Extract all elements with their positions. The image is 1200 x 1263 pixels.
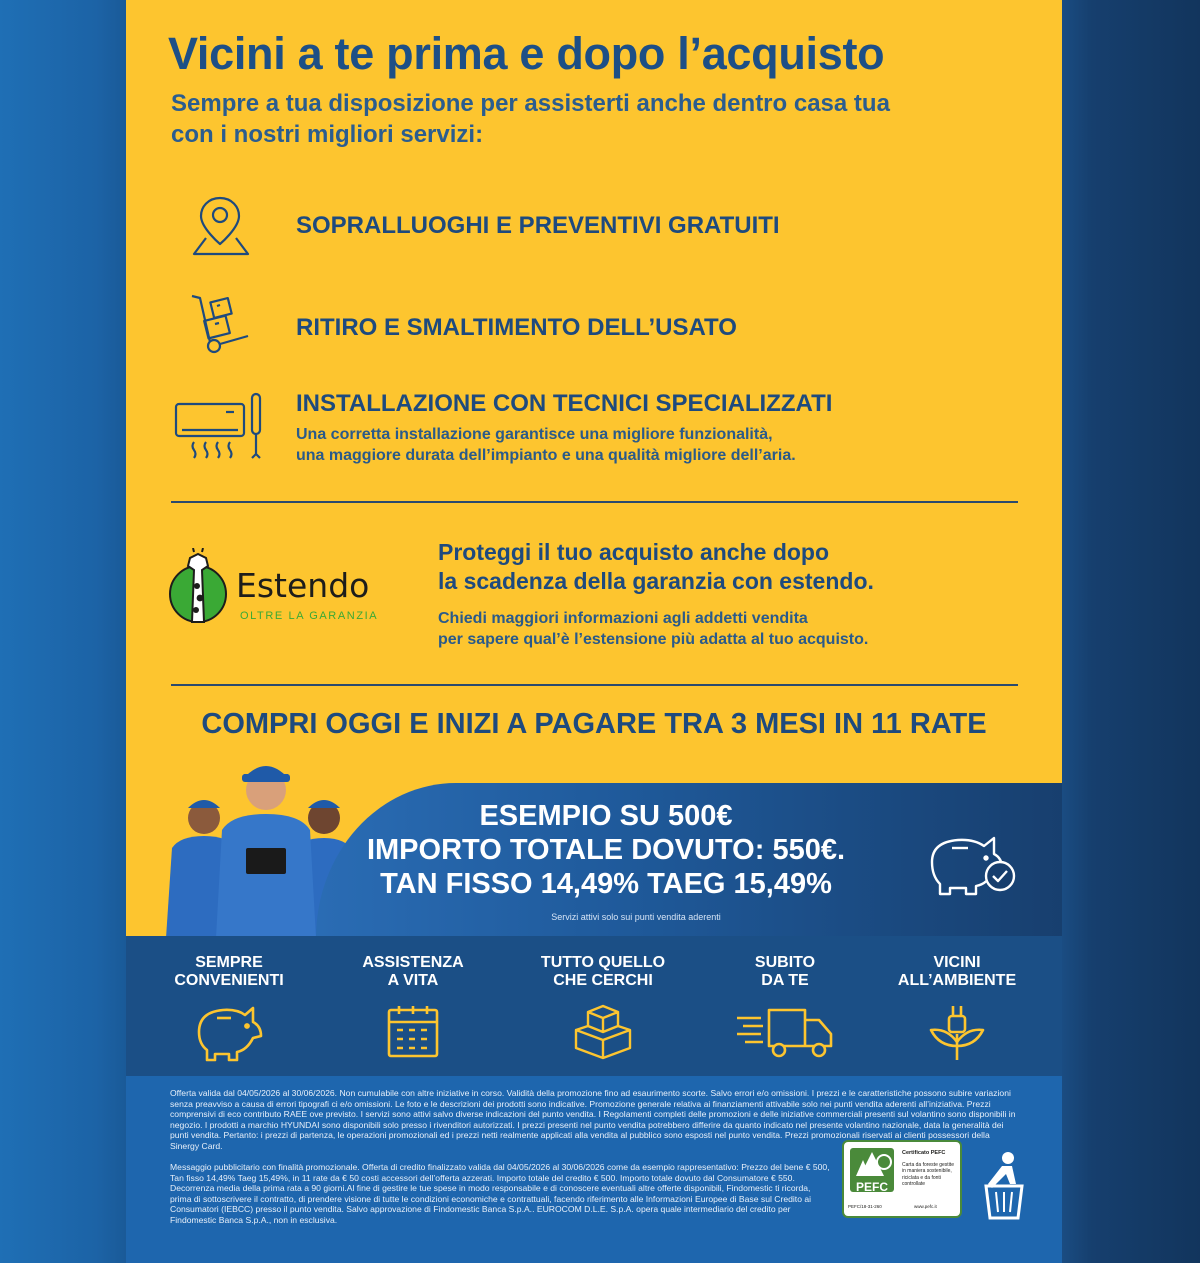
subtitle-line: con i nostri migliori servizi: — [171, 121, 484, 148]
estendo-description — [438, 608, 1038, 650]
legal-paragraph: Offerta valida dal 04/05/2026 al 30/06/2026. Non cumulabile con altre iniziative in corso. Validità della promozione fino ad esaurimento scorte. Salvo errori e/o omissioni. I prezzi e le caratteristiche possono subire variazioni senza preavviso a causa di errori tipografi ci e/o omissioni. Le foto e le descrizioni dei prodotti sono indicative. Promozione generale relativa ai finanziamenti attivabile solo nei punti vendita aderenti all’iniziativa. Prezzi comprensivi di eco contributo RAEE ove previsto. I servizi sono attivi salvo diverse indicazioni del punto vendita. I Regolamenti completi delle promozioni e delle iniziative commerciali presenti sul volantino sono disponibili in negozio. I prodotti a marchio HYUNDAI sono disponibili solo presso i rivenditori autorizzati. I prezzi presenti nel punto vendita potrebbero differire da quanto indicato nel presente volantino nazionale, data la generalità dei punti vendita. Pertanto: i prezzi di partenza, le operazioni promozionali ed i prezzi netti realmente applicati alla vendita al pubblico sono esposti nel punto vendita. Prezzi promozionali riservati ai clienti possessori della Sinergy Card. — [170, 1088, 1016, 1151]
feature-item — [144, 954, 314, 1062]
legal-footer — [126, 1076, 1062, 1263]
estendo-headline — [438, 538, 1038, 596]
service-title: INSTALLAZIONE CON TECNICI SPECIALIZZATI — [296, 390, 833, 417]
service-title: SOPRALLUOGHI E PREVENTIVI GRATUITI — [296, 212, 780, 239]
delivery-truck-icon — [735, 1002, 835, 1062]
payment-headline: COMPRI OGGI E INIZI A PAGARE TRA 3 MESI IN 11 RATE — [201, 708, 987, 740]
estendo-name: Estendo — [236, 566, 370, 605]
pefc-cert-title: Certificato PEFC — [902, 1150, 946, 1156]
example-line: IMPORTO TOTALE DOVUTO: 550€. — [366, 834, 846, 866]
estendo-tagline: OLTRE LA GARANZIA — [240, 610, 379, 622]
service-description — [296, 424, 996, 466]
pefc-url: www.pefc.it — [914, 1204, 937, 1209]
pefc-label: PEFC — [855, 1180, 888, 1194]
feature-item — [872, 954, 1042, 1062]
feature-label: CONVENIENTI — [174, 972, 284, 989]
flyer-page — [126, 0, 1062, 1263]
calendar-icon — [383, 1002, 443, 1062]
pefc-certificate-badge — [842, 1140, 962, 1218]
hand-truck-icon — [186, 292, 254, 356]
page-subtitle — [171, 88, 1031, 150]
headline-line: Proteggi il tuo acquisto anche dopo — [438, 539, 830, 565]
air-conditioner-icon — [174, 390, 274, 462]
legal-paragraph: Messaggio pubblicitario con finalità promozionale. Offerta di credito finalizzato valida dal 04/05/2026 al 30/06/2026 come da esempio rappresentativo: Prezzo del bene € 500, Tan fisso 14,49% Taeg 15,49%, in 11 rate da € 50 costi accessori dell’offerta azzerati. Importo totale del credito € 500. Importo totale dovuto dal Consumatore € 550. Decorrenza media della prima rata a 90 giorni.Al fine di gestire le tue spese in modo responsabile e di conoscere eventuali altre offerte disponibili, Findomestic ti ricorda, prima di sottoscrivere il contratto, di prendere visione di tutte le condizioni economiche e contrattuali, facendo riferimento alle Informazioni Europee di Base sul Credito ai Consumatori (IEBCC) presso il punto vendita. Salvo approvazione di Findomestic Banca S.p.A.. EUROCOM D.L.E. S.p.A. opera quale intermediario del credito per Findomestic Banca S.p.A., non in esclusiva. — [170, 1162, 830, 1225]
description-line: Chiedi maggiori informazioni agli addetti vendita — [438, 610, 808, 627]
feature-label: A VITA — [387, 972, 439, 989]
giraffe-logo-icon — [168, 548, 232, 628]
example-line: TAN FISSO 14,49% TAEG 15,49% — [380, 868, 832, 900]
subtitle-line: Sempre a tua disposizione per assisterti anche dentro casa tua — [171, 90, 890, 117]
estendo-logo — [168, 548, 398, 628]
description-line: Una corretta installazione garantisce una migliore funzionalità, — [296, 426, 773, 443]
example-line: ESEMPIO SU 500€ — [479, 800, 733, 832]
feature-label: SUBITO — [754, 954, 816, 971]
page-title: Vicini a te prima e dopo l’acquisto — [168, 28, 885, 79]
map-pin-icon — [186, 194, 254, 258]
feature-item — [328, 954, 498, 1062]
feature-label: SEMPRE — [195, 954, 263, 971]
feature-label: ASSISTENZA — [362, 954, 464, 971]
piggy-bank-icon — [191, 1002, 267, 1062]
feature-label: VICINI — [933, 954, 981, 971]
feature-item — [700, 954, 870, 1062]
feature-label: DA TE — [761, 972, 809, 989]
service-title: RITIRO E SMALTIMENTO DELL’USATO — [296, 314, 737, 341]
headline-line: la scadenza della garanzia con estendo. — [438, 568, 874, 594]
recycle-bin-icon — [972, 1150, 1032, 1220]
banner-note: Servizi attivi solo sui punti vendita aderenti — [551, 912, 721, 922]
features-band — [126, 936, 1062, 1076]
description-line: una maggiore durata dell’impianto e una qualità migliore dell’aria. — [296, 447, 796, 464]
description-line: per sapere qual’è l’estensione più adatta al tuo acquisto. — [438, 631, 869, 648]
feature-item — [518, 954, 688, 1062]
divider — [171, 684, 1018, 686]
feature-label: TUTTO QUELLO — [540, 954, 666, 971]
pefc-code: PEFC/18-31-260 — [848, 1204, 882, 1209]
boxes-icon — [568, 1002, 638, 1062]
piggy-check-icon — [922, 828, 1018, 900]
feature-label: ALL’AMBIENTE — [897, 972, 1017, 989]
divider — [171, 501, 1018, 503]
pefc-cert-text: Carta da foreste gestite in maniera sostenibile, riciclata e da fonti controllate — [902, 1162, 954, 1188]
feature-label: CHE CERCHI — [553, 972, 653, 989]
eco-plug-icon — [925, 1002, 989, 1062]
